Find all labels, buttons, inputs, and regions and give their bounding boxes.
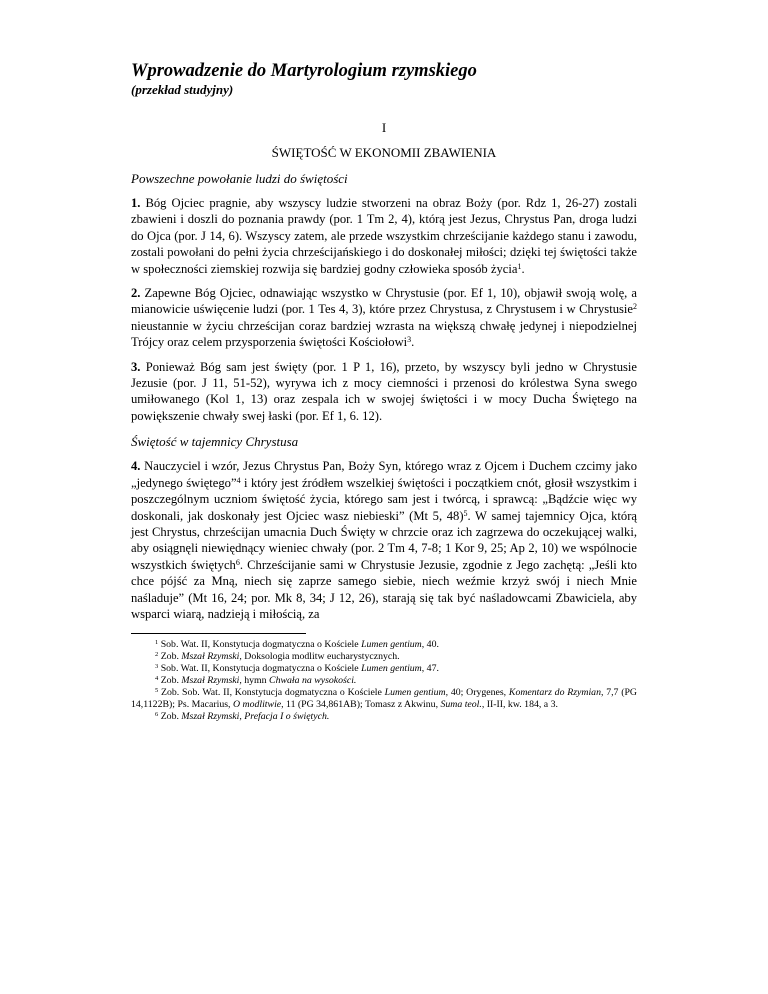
document-subtitle: (przekład studyjny): [131, 82, 234, 97]
section-heading-1: Powszechne powołanie ludzi do świętości: [131, 171, 348, 186]
footnote-2: $^2$ Zob. Mszał Rzymski, Doksologia modlitw eucharystycznych.: [155, 651, 400, 663]
paragraph-text: Bóg Ojciec pragnie, aby wszyscy ludzie stworzeni na obraz Boży (por. Rdz 1, 26-27) zostali zbawieni i doszli do poznania prawdy (por. 1 Tm 2, 4), którą jest Jezus, Chrystus Pan, droga ludzi do Ojca (por. J 14, 6). Wszyscy zatem, ale przede wszystkim chrześcijanie każdego stanu i zawodu, zostali powołani do pełni życia chrześcijańskiego i do doskonałej miłości; dzięki tej świętości także w społeczności ziemskiej rozwija się bardziej godny człowieka sposób życia: [131, 196, 637, 276]
document-title: Wprowadzenie do Martyrologium rzymskiego: [131, 61, 477, 81]
page-content: [131, 60, 637, 723]
paragraph-4: [131, 458, 637, 622]
paragraph-text: Nauczyciel i wzór, Jezus Chrystus Pan, Boży Syn, którego wraz z Ojcem i Duchem czcimy jako „jedynego świętego”: [131, 459, 637, 490]
paragraph-2: 2. Zapewne Bóg Ojciec, odnawiając wszystko w Chrystusie (por. Ef 1, 10), objawił swoją wolę, a mianowicie uświęcenie ludzi (por. 1 Tes 4, 3), które przez Chrystusa, z Chrystusem i w Chrystusie$^2$ nieustannie w życiu chrześcijan coraz bardziej wzrasta na większą chwałę jedynej i niepodzielnej Trójcy oraz celem przysporzenia świętości Kościołowi$^3$.: [131, 286, 637, 350]
footnote-divider: [131, 633, 306, 634]
paragraph-number: 3.: [131, 359, 141, 374]
paragraph-text: Zapewne Bóg Ojciec, odnawiając wszystko w Chrystusie (por. Ef 1, 10), objawił swoją wolę, a mianowicie uświęcenie ludzi (por. 1 Tes 4, 3), które przez Chrystusa, z Chrystusem i w Chrystusie: [131, 286, 637, 317]
paragraph-text: Ponieważ Bóg sam jest święty (por. 1 P 1, 16), przeto, by wszyscy byli jedno w Chrystusie Jezusie (por. J 11, 51-52), wyrywa ich z mocy ciemności i przenosi do królestwa Syna swego umiłowanego (Kol 1, 13) oraz zespala ich w swojej świętości i w mocy Ducha Świętego na powiększenie chwały swej łaski (por. Ef 1, 6. 12).: [131, 359, 637, 423]
paragraph-1: 1. Bóg Ojciec pragnie, aby wszyscy ludzie stworzeni na obraz Boży (por. Rdz 1, 26-27) zostali zbawieni i doszli do poznania prawdy (por. 1 Tm 2, 4), którą jest Jezus, Chrystus Pan, droga ludzi do Ojca (por. J 14, 6). Wszyscy zatem, ale przede wszystkim chrześcijanie każdego stanu i zawodu, zostali powołani do pełni życia chrześcijańskiego i do doskonałej miłości; dzięki tej świętości także w społeczności ziemskiej rozwija się bardziej godny człowieka sposób życia$^1$.: [131, 196, 637, 276]
chapter-title: ŚWIĘTOŚĆ W EKONOMII ZBAWIENIA: [271, 145, 497, 160]
footnote-ref[interactable]: 6: [235, 557, 240, 567]
footnote-ref[interactable]: 2: [633, 302, 637, 312]
footnote-3: $^3$ Sob. Wat. II, Konstytucja dogmatyczna o Kościele Lumen gentium, 47.: [155, 663, 439, 675]
footnote-ref[interactable]: 1: [517, 261, 522, 271]
paragraph-number: 4.: [131, 459, 141, 474]
paragraph-number: 2.: [131, 286, 141, 301]
chapter-number: I: [381, 120, 387, 135]
paragraph-text: . W samej tajemnicy Ojca, którą jest Chrystus, chrześcijan umacnia Duch Święty w chrzcie oraz ich zagrzewa do oczekującej walki, aby osiągnęli niewiędnący wieniec chwały (por. 2 Tm 4, 7-8; 1 Kor 9, 25; Ap 2, 10) we wspólnocie wszystkich świętych: [131, 508, 637, 572]
footnotes: [131, 639, 637, 723]
paragraph-text: . Chrześcijanie sami w Chrystusie Jezusie, zgodnie z Jego zachętą: „Jeśli kto chce pójść za Mną, niech się zaprze samego siebie, niech weźmie krzyż swój i niech Mnie naśladuje” (Mt 16, 24; por. Mk 8, 34; J 12, 26), starają się tak być naśladowcami Zbawiciela, aby wsparci wiarą, nadzieją i miłością, za: [131, 557, 637, 621]
footnote-4: $^4$ Zob. Mszał Rzymski, hymn Chwała na wysokości.: [155, 675, 357, 687]
paragraph-number: 1.: [131, 196, 141, 210]
paragraph-text: nieustannie w życiu chrześcijan coraz bardziej wzrasta na większą chwałę jedynej i niepodzielnej Trójcy oraz celem przysporzenia świętości Kościołowi: [131, 318, 637, 350]
paragraph-3: [131, 359, 637, 425]
footnote-5: $^5$ Zob. Sob. Wat. II, Konstytucja dogmatyczna o Kościele Lumen gentium, 40; Orygenes, Komentarz do Rzymian, 7,7 (PG 14,1122B); Ps. Macarius, O modlitwie, 11 (PG 34,861AB); Tomasz z Akwinu, Suma teol., II-II, kw. 184, a 3.: [131, 687, 638, 711]
section-heading-2: Świętość w tajemnicy Chrystusa: [131, 434, 299, 450]
footnote-ref[interactable]: 3: [407, 335, 412, 345]
footnote-1: $^1$ Sob. Wat. II, Konstytucja dogmatyczna o Kościele Lumen gentium, 40.: [155, 639, 439, 651]
paragraph-text: i który jest źródłem wszelkiej świętości i początkiem cnót, głosił wszystkim i poszczególnym uczniom świętość życia, którego sam jest i twórcą, i sprawcą: „Bądźcie więc wy doskonali, jak doskonały jest Ojciec wasz niebieski” (Mt 5, 48): [131, 475, 637, 523]
footnote-6: $^6$ Zob. Mszał Rzymski, Prefacja I o świętych.: [155, 711, 330, 723]
footnote-ref[interactable]: 5: [463, 508, 468, 518]
footnote-ref[interactable]: 4: [236, 475, 241, 485]
